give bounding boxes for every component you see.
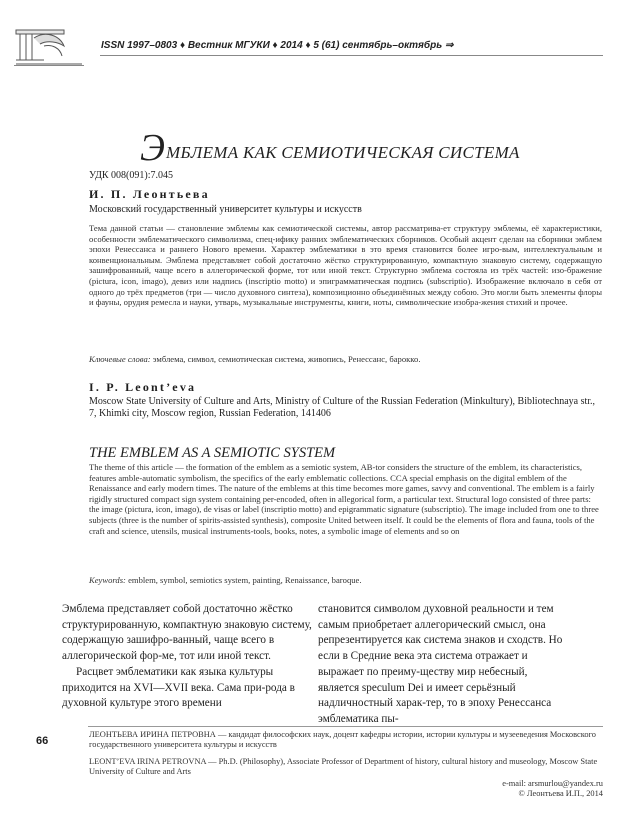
author-email[interactable]: e-mail: arsmurlou@yandex.ru: [502, 779, 603, 788]
body-paragraph: Расцвет эмблематики как языка культуры приходится на XVI—XVII века. Сама при-рода в духовной культуре этого времени: [62, 665, 295, 710]
affiliation-ru: Московский государственный университет культуры и искусств: [89, 204, 362, 215]
abstract-en: The theme of this article — the formation of the emblem as a semiotic system, AB-tor considers the structure of the emblem, its characteristics, features amble-automatic symbolism, the specifics of the early emblematic collections. CCA special emphasis on the digital emblem of the Renaissance and early modern times. The nature of the emblems at this time becomes more games, savvy and conventional. The emblem is a fairly rigidly structured compact sign system containing per-encoded, often in allegorical form, a particular text. Structural logo consisted of three parts: the image (pictura, icon, imago), de visas or label (inscriptio motto) and epigrammatic signature (subscriptio). The image included from one to three subjects (three is the number of spirits-assisted synthesis), composite United between itself. It could be the elements of flora and fauna, tools of the craft and science, utensils, musical instruments-tools, books, notes, a symbolic image of elements and so on: [89, 462, 599, 536]
keywords-ru: [89, 354, 602, 364]
header-rule: [100, 55, 603, 56]
body-paragraph: Эмблема представляет собой достаточно жёстко структурированную, компактную знаковую систему, содержащую зашифро-ванный, чаще всего в аллегорической фор-ме, тот или иной текст.: [62, 603, 312, 663]
keywords-en-label: Keywords:: [89, 575, 126, 585]
keywords-en-text: emblem, symbol, semiotics system, painting, Renaissance, baroque.: [128, 575, 362, 585]
abstract-ru: Тема данной статьи — становление эмблемы как семиотической системы, автор рассматрива-ет структуру эмблемы, её характеристики, особенности эмблематического символизма, спец-ифику ранних эмблематических сборников. Особый акцент сделан на сборники эмблем эпохи Ренессанса и раннего Нового времени. Характер эмблематики в это время становится более игро-вым, интеллектуальным и конвенциональным. Эмблема представляет собой достаточно жёстко структурированную, компактную знаковую систему, содержащую зашифрованный, чаще всего в аллегорической форме, тот или иной текст. Структурно эмблема состояла из трёх частей: изо-бражение (pictura, icon, imago), девиз или надпись (inscriptio motto) и эпиграмматическая подпись (subscriptio). Изображение включало в себя от одного до трёх предметов (три — число духовного синтеза), композиционно объединённых между собою. Это могли быть элементы флоры и фауны, орудия ремесла и науки, утварь, музыкальные инструменты, книги, ноты, символические изобра-жения стихий и прочее.: [89, 223, 602, 308]
body-column-left: [62, 602, 312, 712]
article-title: [140, 128, 580, 168]
author-note-ru: ЛЕОНТЬЕВА ИРИНА ПЕТРОВНА — кандидат философских наук, доцент кафедры истории, истории культуры и музееведения Московского государственного университета культуры и искусств: [89, 730, 596, 749]
udk-code: УДК 008(091):7.045: [89, 170, 173, 181]
author-name-ru: И. П. Леонтьева: [89, 187, 210, 201]
keywords-en: [89, 575, 602, 585]
affiliation-en: Moscow State University of Culture and Arts, Ministry of Culture of the Russian Federation (Minkultury), Bibliotechnaya str., 7, Khimki city, Moscow region, Russian Federation, 141406: [89, 396, 596, 419]
body-column-right: [318, 602, 568, 728]
header-rule-left: [14, 65, 84, 66]
keywords-ru-text: эмблема, символ, семиотическая система, живопись, Ренессанс, барокко.: [152, 354, 421, 364]
title-initial: Э: [140, 127, 165, 169]
journal-logo-icon: [14, 24, 84, 66]
article-title-en: THE EMBLEM AS A SEMIOTIC SYSTEM: [89, 445, 336, 461]
author-name-en: I. P. Leont’eva: [89, 380, 197, 394]
footnote-rule: [88, 726, 603, 727]
keywords-ru-label: Ключевые слова:: [89, 354, 151, 364]
page-number: 66: [36, 735, 49, 747]
copyright-notice: © Леонтьева И.П., 2014: [518, 789, 603, 798]
running-header: ISSN 1997–0803 ♦ Вестник МГУКИ ♦ 2014 ♦ 5 (61) сентябрь–октябрь ⇒: [101, 40, 454, 51]
title-rest: МБЛЕМА КАК СЕМИОТИЧЕСКАЯ СИСТЕМА: [166, 143, 520, 162]
body-paragraph: становится символом духовной реальности и тем самым приобретает аллегорический смысл, она репрезентируется как система знаков и сходств. Но если в Средние века эта система отражает и выражает по преиму-ществу мир небесный, является speculum Dei и имеет серьёзный надличностный харак-тер, то в эпоху Ренессанса эмблематика пы-: [318, 603, 563, 725]
author-note-en: LEONT’EVA IRINA PETROVNA — Ph.D. (Philosophy), Associate Professor of Department of history, cultural history and museology, Moscow State University of Culture and Arts: [89, 757, 598, 776]
